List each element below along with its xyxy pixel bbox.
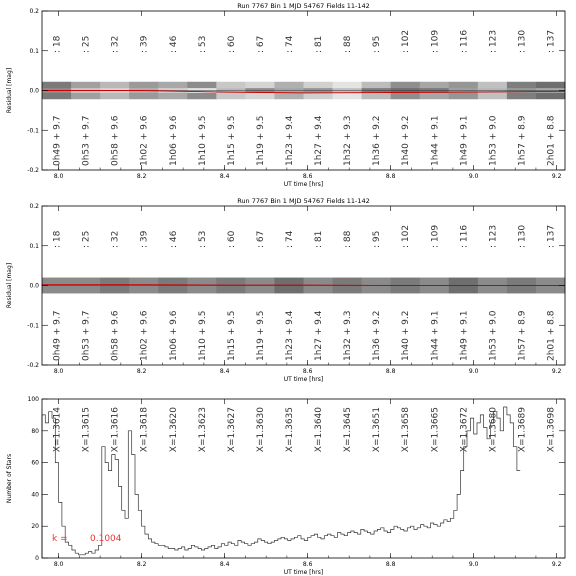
- field-coord-label: 1h10 + 9.5: [197, 310, 208, 361]
- field-number-label: : 81: [314, 35, 325, 53]
- field-coord-label: 1h27 + 9.4: [314, 115, 325, 166]
- x-tick-label: 8.0: [53, 368, 64, 375]
- field-coord-label: 1h19 + 9.5: [255, 115, 266, 166]
- airmass-label: X=1.3616: [110, 407, 121, 453]
- airmass-label: X=1.3630: [255, 407, 266, 453]
- airmass-label: X=1.3680: [488, 407, 499, 453]
- x-tick-label: 8.6: [302, 561, 313, 568]
- field-coord-label: 1h19 + 9.5: [255, 310, 266, 361]
- field-coord-label: 0h58 + 9.6: [110, 115, 121, 166]
- field-coord-label: 1h44 + 9.1: [430, 115, 441, 166]
- field-coord-label: 1h36 + 9.2: [372, 115, 383, 166]
- field-number-label: : 95: [372, 230, 383, 248]
- x-tick-label: 8.8: [385, 561, 396, 568]
- airmass-label: X=1.3620: [168, 407, 179, 453]
- field-number-label: : 116: [459, 29, 470, 53]
- field-number-label: : 123: [488, 29, 499, 53]
- extinction-k-label: k =: [52, 534, 68, 544]
- field-coord-label: 1h49 + 9.1: [459, 115, 470, 166]
- field-coord-label: 1h23 + 9.4: [284, 310, 295, 361]
- extinction-k-value: 0.1004: [90, 534, 122, 544]
- field-number-label: : 102: [401, 224, 412, 248]
- field-coord-label: 0h53 + 9.7: [81, 115, 92, 166]
- field-number-label: : 46: [168, 230, 179, 248]
- x-tick-label: 9.0: [468, 173, 479, 180]
- panel-title: Run 7767 Bin 1 MJD 54767 Fields 11-142: [237, 197, 370, 205]
- airmass-label: X=1.3665: [430, 407, 441, 453]
- y-tick-label: 0.1: [29, 47, 39, 55]
- field-number-label: : 116: [459, 224, 470, 248]
- field-coord-label: 1h53 + 9.0: [488, 115, 499, 166]
- field-coord-label: 1h02 + 9.6: [139, 115, 150, 166]
- field-coord-label: 1h32 + 9.3: [343, 115, 354, 166]
- airmass-label: X=1.3645: [343, 407, 354, 453]
- field-number-label: : 109: [430, 224, 441, 248]
- field-coord-label: 1h57 + 8.9: [517, 310, 528, 361]
- field-number-label: : 137: [546, 29, 557, 53]
- field-number-label: : 123: [488, 224, 499, 248]
- airmass-label: X=1.3640: [314, 407, 325, 453]
- y-tick-label: 0.2: [29, 8, 39, 15]
- x-axis-label: UT time [hrs]: [283, 569, 324, 576]
- field-coord-label: 1h53 + 9.0: [488, 310, 499, 361]
- field-coord-label: 2h01 + 8.8: [546, 115, 557, 166]
- field-number-label: : 81: [314, 230, 325, 248]
- y-tick-label: 60: [31, 459, 39, 467]
- field-coord-label: 1h40 + 9.2: [401, 310, 412, 361]
- x-tick-label: 8.4: [219, 173, 230, 180]
- field-coord-label: 1h36 + 9.2: [372, 310, 383, 361]
- y-tick-label: -0.2: [27, 362, 39, 369]
- field-coord-label: 1h23 + 9.4: [284, 115, 295, 166]
- x-tick-label: 9.2: [551, 173, 562, 180]
- x-tick-label: 8.8: [385, 368, 396, 375]
- residual-panel-middle: [6, 197, 566, 383]
- x-tick-label: 9.0: [468, 368, 479, 375]
- field-number-label: : 39: [139, 35, 150, 53]
- field-coord-label: 1h49 + 9.1: [459, 310, 470, 361]
- field-coord-label: 1h10 + 9.5: [197, 115, 208, 166]
- y-tick-label: 100: [27, 396, 39, 403]
- field-coord-label: 2h01 + 8.8: [546, 310, 557, 361]
- field-number-label: : 25: [81, 230, 92, 248]
- y-axis-label: Residual [mag]: [6, 262, 13, 309]
- field-number-label: : 18: [52, 35, 63, 53]
- airmass-label: X=1.3614: [52, 407, 63, 453]
- airmass-label: X=1.3651: [372, 407, 383, 453]
- x-tick-label: 9.2: [551, 368, 562, 375]
- x-tick-label: 8.6: [302, 173, 313, 180]
- x-axis-label: UT time [hrs]: [283, 181, 324, 188]
- airmass-label: X=1.3689: [517, 407, 528, 453]
- field-number-label: : 137: [546, 224, 557, 248]
- field-number-label: : 95: [372, 35, 383, 53]
- field-number-label: : 67: [255, 35, 266, 53]
- panel-title: Run 7767 Bin 1 MJD 54767 Fields 11-142: [237, 2, 370, 10]
- field-coord-label: 1h15 + 9.5: [226, 115, 237, 166]
- field-number-label: : 18: [52, 230, 63, 248]
- field-number-label: : 74: [284, 35, 295, 53]
- field-number-label: : 130: [517, 29, 528, 53]
- field-coord-label: 1h57 + 8.9: [517, 115, 528, 166]
- x-tick-label: 8.8: [385, 173, 396, 180]
- y-tick-label: 20: [31, 523, 39, 531]
- x-tick-label: 8.2: [136, 368, 147, 375]
- x-tick-label: 9.2: [551, 561, 562, 568]
- airmass-label: X=1.3618: [139, 407, 150, 453]
- field-coord-label: 1h02 + 9.6: [139, 310, 150, 361]
- airmass-label: X=1.3615: [81, 407, 92, 453]
- x-tick-label: 8.2: [136, 561, 147, 568]
- airmass-label: X=1.3623: [197, 407, 208, 453]
- field-coord-label: 1h06 + 9.6: [168, 310, 179, 361]
- field-coord-label: 0h53 + 9.7: [81, 310, 92, 361]
- field-coord-label: 1h15 + 9.5: [226, 310, 237, 361]
- field-number-label: : 46: [168, 35, 179, 53]
- x-tick-label: 9.0: [468, 561, 479, 568]
- y-axis-label: Number of Stars: [6, 453, 13, 504]
- x-tick-label: 8.6: [302, 368, 313, 375]
- field-coord-label: 1h32 + 9.3: [343, 310, 354, 361]
- y-tick-label: -0.2: [27, 167, 39, 174]
- field-number-label: : 32: [110, 35, 121, 53]
- field-number-label: : 88: [343, 230, 354, 248]
- x-tick-label: 8.4: [219, 368, 230, 375]
- field-number-label: : 25: [81, 35, 92, 53]
- y-tick-label: 0.0: [29, 87, 39, 95]
- field-coord-label: 1h06 + 9.6: [168, 115, 179, 166]
- field-coord-label: 0h58 + 9.6: [110, 310, 121, 361]
- star-count-panel: [6, 396, 565, 576]
- field-coord-label: 0h49 + 9.7: [52, 115, 63, 166]
- field-number-label: : 109: [430, 29, 441, 53]
- field-number-label: : 53: [197, 35, 208, 53]
- field-coord-label: 1h44 + 9.1: [430, 310, 441, 361]
- field-coord-label: 1h40 + 9.2: [401, 115, 412, 166]
- field-number-label: : 88: [343, 35, 354, 53]
- y-tick-label: 0: [35, 555, 39, 562]
- x-axis-label: UT time [hrs]: [283, 376, 324, 383]
- y-tick-label: 0.0: [29, 282, 39, 290]
- field-number-label: : 53: [197, 230, 208, 248]
- x-tick-label: 8.4: [219, 561, 230, 568]
- airmass-label: X=1.3658: [401, 407, 412, 453]
- y-tick-label: -0.1: [27, 322, 39, 330]
- residual-panel-top: [6, 2, 566, 188]
- y-tick-label: 80: [31, 427, 39, 435]
- y-axis-label: Residual [mag]: [6, 67, 13, 114]
- airmass-label: X=1.3635: [284, 407, 295, 453]
- y-tick-label: 0.2: [29, 203, 39, 210]
- y-tick-label: 0.1: [29, 242, 39, 250]
- field-coord-label: 1h27 + 9.4: [314, 310, 325, 361]
- airmass-label: X=1.3698: [546, 407, 557, 453]
- airmass-label: X=1.3672: [459, 407, 470, 453]
- field-number-label: : 32: [110, 230, 121, 248]
- field-number-label: : 102: [401, 29, 412, 53]
- field-number-label: : 67: [255, 230, 266, 248]
- x-tick-label: 8.2: [136, 173, 147, 180]
- field-coord-label: 0h49 + 9.7: [52, 310, 63, 361]
- x-tick-label: 8.0: [53, 173, 64, 180]
- field-number-label: : 60: [226, 35, 237, 53]
- field-number-label: : 60: [226, 230, 237, 248]
- y-tick-label: -0.1: [27, 127, 39, 135]
- field-number-label: : 74: [284, 230, 295, 248]
- field-number-label: : 130: [517, 224, 528, 248]
- airmass-label: X=1.3627: [226, 407, 237, 453]
- x-tick-label: 8.0: [53, 561, 64, 568]
- y-tick-label: 40: [31, 491, 39, 499]
- field-number-label: : 39: [139, 230, 150, 248]
